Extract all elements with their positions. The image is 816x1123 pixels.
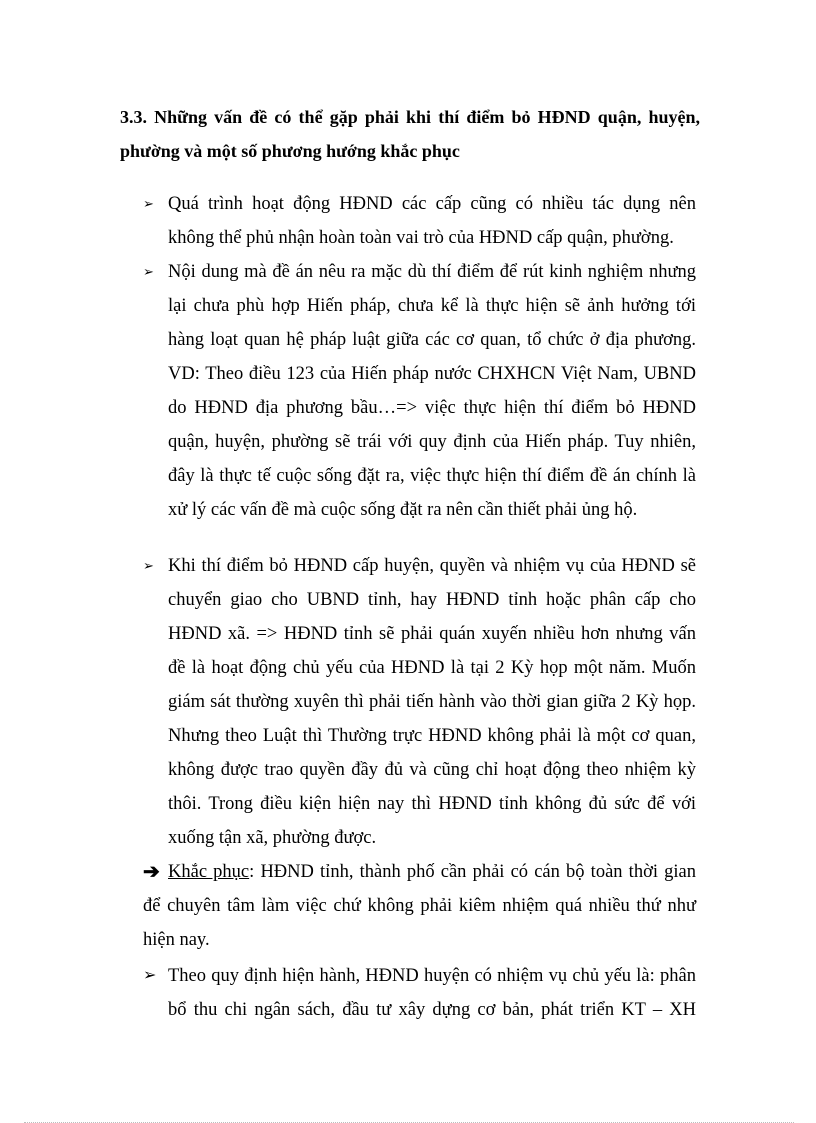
remedy-line-1 (168, 860, 696, 884)
bullet-4-line-2: bổ thu chi ngân sách, đầu tư xây dựng cơ bản, phát triển KT – XH (168, 1000, 696, 1020)
remedy-line-2: để chuyên tâm làm việc chứ không phải kiêm nhiệm quá nhiều thứ như (143, 896, 696, 916)
bullet-3-line-5: giám sát thường xuyên thì phải tiến hành vào thời gian giữa 2 Kỳ họp. (168, 692, 696, 712)
bullet-2-line-2: lại chưa phù hợp Hiến pháp, chưa kể là thực hiện sẽ ảnh hưởng tới (168, 296, 696, 316)
bullet-3-line-8: thôi. Trong điều kiện hiện nay thì HĐND tỉnh không đủ sức để với (168, 794, 696, 814)
bullet-2-line-5: do HĐND địa phương bầu…=> việc thực hiện thí điểm bỏ HĐND (168, 398, 696, 418)
bullet-1-line-1: Quá trình hoạt động HĐND các cấp cũng có nhiều tác dụng nên (168, 194, 696, 214)
bullet-3-line-3: HĐND xã. => HĐND tỉnh sẽ phải quán xuyến nhiều hơn nhưng vấn (168, 624, 696, 644)
bullet-3-line-1: Khi thí điểm bỏ HĐND cấp huyện, quyền và nhiệm vụ của HĐND sẽ (168, 556, 696, 576)
arrow-right-icon: ➔ (143, 861, 160, 883)
bullet-marker-icon: ➢ (143, 558, 154, 573)
bullet-3-line-7: không được trao quyền đầy đủ và cũng chỉ hoạt động theo nhiệm kỳ (168, 760, 696, 780)
bullet-marker-icon: ➢ (143, 264, 154, 279)
section-heading-line-2: phường và một số phương hướng khắc phục (120, 141, 460, 161)
bullet-3-line-4: đề là hoạt động chủ yếu của HĐND là tại 2 Kỳ họp một năm. Muốn (168, 658, 696, 678)
remedy-line-3: hiện nay. (143, 930, 210, 950)
bullet-marker-icon: ➢ (143, 196, 154, 211)
bullet-3-line-6: Nhưng theo Luật thì Thường trực HĐND không phải là một cơ quan, (168, 726, 696, 746)
bullet-2-line-8: xử lý các vấn đề mà cuộc sống đặt ra nên cần thiết phải ủng hộ. (168, 500, 638, 520)
bullet-marker-icon: ➢ (143, 967, 157, 984)
bullet-1-line-2: không thể phủ nhận hoàn toàn vai trò của HĐND cấp quận, phường. (168, 228, 674, 248)
section-heading-line-1: 3.3. Những vấn đề có thể gặp phải khi thí điểm bỏ HĐND quận, huyện, (120, 107, 700, 127)
bullet-3-line-2: chuyển giao cho UBND tỉnh, hay HĐND tỉnh hoặc phân cấp cho (168, 590, 696, 610)
bullet-2-line-1: Nội dung mà đề án nêu ra mặc dù thí điểm để rút kinh nghiệm nhưng (168, 262, 696, 282)
remedy-line-1-text: : HĐND tỉnh, thành phố cần phải có cán bộ toàn thời gian (249, 862, 696, 882)
remedy-label: Khắc phục (168, 862, 250, 882)
bullet-2-line-6: quận, huyện, phường sẽ trái với quy định của Hiến pháp. Tuy nhiên, (168, 432, 696, 452)
bullet-2-line-4: VD: Theo điều 123 của Hiến pháp nước CHXHCN Việt Nam, UBND (168, 364, 696, 384)
bullet-2-line-3: hàng loạt quan hệ pháp luật giữa các cơ quan, tổ chức ở địa phương. (168, 330, 696, 350)
bullet-3-line-9: xuống tận xã, phường được. (168, 828, 377, 848)
bullet-4-line-1: Theo quy định hiện hành, HĐND huyện có nhiệm vụ chủ yếu là: phân (168, 966, 696, 986)
bullet-2-line-7: đây là thực tế cuộc sống đặt ra, việc thực hiện thí điểm đề án chính là (168, 466, 696, 486)
